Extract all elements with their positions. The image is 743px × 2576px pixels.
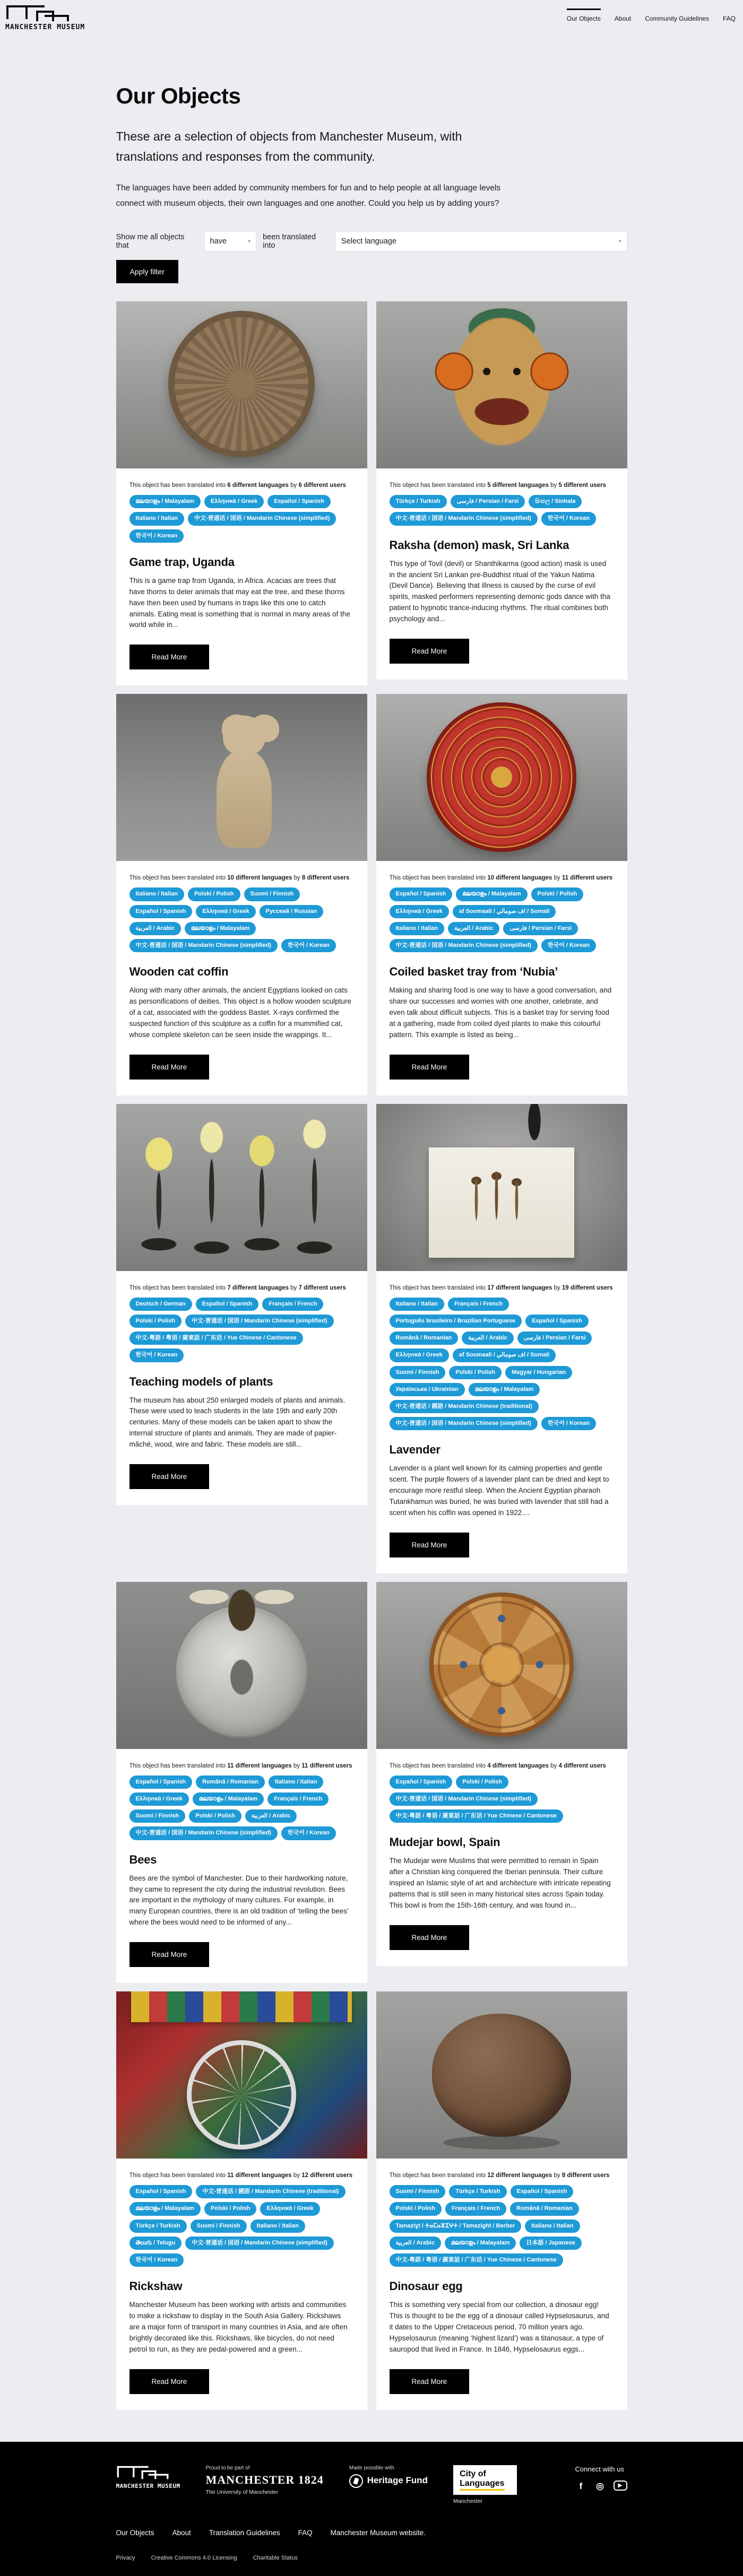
language-tag: Türkçe / Turkish: [390, 495, 447, 508]
language-tag: Polski / Polish: [204, 2202, 257, 2215]
language-tag: Español / Spanish: [267, 495, 331, 508]
read-more-button[interactable]: Read More: [390, 1055, 470, 1080]
card-image-basket-tray: [376, 694, 627, 861]
heritage-logo-text: Heritage Fund: [367, 2475, 428, 2486]
language-tag: 中文-普通话 / 国语 / Mandarin Chinese (simplified): [129, 1826, 278, 1840]
card-body: [376, 468, 627, 664]
object-description: The Mudejar were Muslims that were permitted to remain in Spain after a Christian king conquered the Iberian peninsula. Their culture inspired an Islamic style of art and architecture with intricate repeating patterns that is still seen in many historical sites across Spain today. This bowl is from the 15th-16th century, and was found in...: [389, 1857, 611, 1910]
image-decoration: [432, 2014, 571, 2137]
language-tag: 中文-普通话 / 国语 / Mandarin Chinese (simplified): [390, 1417, 538, 1430]
language-tags: [390, 495, 614, 525]
languages-count: 10 different languages: [487, 875, 552, 882]
language-tag: Español / Spanish: [129, 2185, 193, 2198]
footer-link-about[interactable]: About: [172, 2528, 191, 2537]
language-tag: Polski / Polish: [189, 1809, 241, 1823]
have-select-value: have: [210, 237, 227, 246]
object-description: This type of Tovil (devil) or Shanthikarma (good action) mask is used in the ancient Sri Lankan pre-Buddhist ritual of the Yakun Natima (Devil Dance). Believing that illness is caused by the curse of evil spirits, masked performers representing demonic gods dance with tha patient to hypnotic trance-inducing rhythms. The ritual combines both psychology and...: [389, 559, 610, 623]
language-tag: Italiano / Italian: [129, 512, 184, 525]
language-tag: Türkçe / Turkish: [449, 2185, 506, 2198]
object-description: The museum has about 250 enlarged models of plants and animals. These were used to teach students in the late 19th and early 20th centuries. Many of these models can be taken apart to show the internal structure of plants and animals. They are made of papier-mâché, wood, wire and fabric. These models are still...: [129, 1396, 345, 1449]
connect-label: Connect with us: [575, 2465, 624, 2473]
legal-link-charitable-status[interactable]: Charitable Status: [253, 2554, 298, 2561]
language-tag: Tamaziɣt / ⵜⴰⵎⴰⵣⵉⵖⵜ / Tamazight / Berber: [390, 2220, 522, 2233]
language-tag: Polski / Polish: [531, 887, 584, 901]
language-tag: Română / Romanian: [390, 1331, 459, 1345]
read-more-button[interactable]: Read More: [390, 639, 470, 664]
footer-link-faq[interactable]: FAQ: [298, 2528, 313, 2537]
language-tag: 한국어 / Korean: [129, 2253, 184, 2267]
read-more-button[interactable]: Read More: [390, 2369, 470, 2394]
users-count: 11 different users: [561, 875, 613, 882]
language-tag: af Soomaali / اف صومالي / Somali: [453, 905, 556, 918]
language-tag: Deutsch / German: [129, 1298, 192, 1311]
have-select[interactable]: [204, 231, 256, 251]
language-tag: 中文-普通话 / 国语 / Mandarin Chinese (simplified): [129, 939, 278, 952]
card-image-plant-models: [116, 1104, 367, 1271]
object-title: Rickshaw: [129, 2279, 183, 2293]
languages-count: 11 different languages: [227, 2172, 292, 2179]
image-decoration: [168, 311, 315, 457]
language-tags: [129, 1776, 354, 1840]
language-tag: Suomi / Finnish: [244, 887, 300, 901]
nav-item-community-guidelines[interactable]: Community Guidelines: [645, 15, 709, 22]
language-tag: Suomi / Finnish: [191, 2220, 247, 2233]
image-decoration: [116, 1104, 367, 1271]
language-tag: 中文-普通话 / 国语 / Mandarin Chinese (simplified): [390, 939, 538, 952]
language-tag: Polski / Polish: [129, 1315, 182, 1328]
language-tag: Română / Romanian: [196, 1776, 265, 1789]
object-title: Lavender: [389, 1443, 440, 1457]
language-tag: 中文-粤語 / 粤语 / 廣東話 / 广东话 / Yue Chinese / Cantonese: [129, 1331, 303, 1345]
language-tag: 中文-普通话 / 國語 / Mandarin Chinese (traditional): [390, 1400, 539, 1413]
language-tag: Italiano / Italian: [525, 2220, 580, 2233]
language-tag: Ελληνικά / Greek: [196, 905, 255, 918]
language-tag: Español / Spanish: [196, 1298, 259, 1311]
language-tag: Ελληνικά / Greek: [390, 1348, 449, 1362]
card-image-bees: [116, 1582, 367, 1749]
object-description: Making and sharing food is one way to have a good conversation, and share our successes and worries with one another, celebrate, and even talk about difficult subjects. This is a basket tray for serving food at a gathering, made from coiled dyed plants to make this colourful pattern. This example is listed as being...: [389, 986, 612, 1039]
object-description: Along with many other animals, the ancient Egyptians looked on cats as personifications of deities. This object is a hollow wooden sculpture of a cat, associated with the goddess Bastet. X-rays confirmed the suspected function of this sculpture as a coffin for a mummified cat, whose complete skeleton can be seen inside the wrappings. It...: [129, 986, 351, 1039]
main-content: [116, 83, 627, 2410]
object-title: Bees: [129, 1852, 157, 1866]
card-body: [116, 861, 367, 1079]
card-body: [116, 468, 367, 669]
image-decoration: [427, 702, 576, 852]
read-more-button[interactable]: Read More: [129, 1055, 210, 1080]
language-tag: Français / French: [445, 2202, 506, 2215]
read-more-button[interactable]: Read More: [129, 1464, 210, 1489]
object-title: Coiled basket tray from ‘Nubia’: [389, 965, 558, 979]
language-tag: Suomi / Finnish: [129, 1809, 186, 1823]
nav-item-faq[interactable]: FAQ: [722, 15, 736, 22]
language-tags: [390, 887, 614, 952]
museum-logo-icon: [116, 2465, 169, 2480]
filter-label-prefix: Show me all objects that: [116, 233, 185, 250]
language-tag: Polski / Polish: [449, 1366, 502, 1379]
languages-count: 17 different languages: [487, 1284, 552, 1291]
language-tag: 中文-普通话 / 國語 / Mandarin Chinese (traditional): [196, 2185, 345, 2198]
language-tag: 한국어 / Korean: [281, 1826, 336, 1840]
object-description: Bees are the symbol of Manchester. Due to their hardworking nature, they came to represent the city during the industrial revolution. Bees are important in the mythology of many cultures. For example, in many European countries, there is an old tradition of ‘telling the bees’ where the bees would need to be informed of any...: [129, 1874, 349, 1927]
language-tag: Ελληνικά / Greek: [390, 905, 449, 918]
chevron-down-icon: ▾: [618, 238, 621, 245]
footer-partners: [116, 2465, 627, 2504]
card-image-game-trap: [116, 301, 367, 468]
card-body: [376, 2159, 627, 2394]
language-tag: Română / Romanian: [510, 2202, 579, 2215]
image-decoration: [187, 2040, 296, 2149]
card-image-lavender: [376, 1104, 627, 1271]
language-tag: Ελληνικά / Greek: [260, 2202, 319, 2215]
language-tag: af Soomaali / اف صومالي / Somali: [453, 1348, 556, 1362]
languages-count: 10 different languages: [227, 875, 292, 882]
city-of-languages-box: City of Languages: [453, 2465, 517, 2495]
users-count: 8 different users: [301, 875, 350, 882]
object-description: This is a game trap from Uganda, in Africa. Acacias are trees that have thorns to deter animals that may eat the tree, and these thorns have then been used by humans in traps like this one to catch animals. Eating meat is something that is normal in many areas of the world while in...: [129, 576, 350, 629]
card-image-dinosaur-egg: [376, 1991, 627, 2159]
translation-stats: This object has been translated into 6 different languages by 6 different users: [129, 482, 346, 489]
language-tags: [129, 1298, 354, 1362]
language-select-placeholder: Select language: [341, 237, 396, 246]
card-body: [376, 1271, 627, 1557]
card-body: [116, 2159, 367, 2394]
languages-count: 11 different languages: [227, 1762, 292, 1769]
language-tag: Ελληνικά / Greek: [129, 1792, 189, 1806]
lottery-hand-icon: [349, 2474, 363, 2488]
language-tag: العربية / Arabic: [129, 922, 181, 935]
footer-museum-logo[interactable]: [116, 2465, 180, 2490]
language-tag: 中文-普通话 / 国语 / Mandarin Chinese (simplified): [188, 512, 336, 525]
language-tag: മലയാളം / Malayalam: [129, 2202, 201, 2215]
card-image-mudejar-bowl: [376, 1582, 627, 1749]
language-tag: 한국어 / Korean: [129, 529, 184, 543]
uom-logo-text: MANCHESTER 1824: [205, 2473, 324, 2486]
language-tag: Polski / Polish: [390, 2202, 442, 2215]
language-tag: العربية / Arabic: [448, 922, 499, 935]
object-card: [376, 1991, 627, 2410]
image-decoration: [376, 301, 627, 468]
object-card: [376, 1104, 627, 1573]
language-tag: Polski / Polish: [188, 887, 240, 901]
facebook-icon[interactable]: f: [579, 2481, 583, 2491]
language-tag: العربية / Arabic: [390, 2236, 441, 2250]
footer-link-translation-guidelines[interactable]: Translation Guidelines: [209, 2528, 280, 2537]
image-decoration: [443, 2136, 560, 2149]
object-title: Dinosaur egg: [389, 2279, 463, 2293]
translation-stats: This object has been translated into 4 different languages by 4 different users: [389, 1762, 606, 1769]
object-title: Raksha (demon) mask, Sri Lanka: [389, 538, 569, 552]
card-image-raksha-mask: [376, 301, 627, 468]
instagram-icon[interactable]: ◎: [596, 2481, 604, 2491]
language-tag: മലയാളം / Malayalam: [469, 1383, 540, 1396]
object-description: Manchester Museum has been working with artists and communities to make a rickshaw to display in the South Asia Gallery. Rickshaws are a major form of transport in many countries in Asia, and are often brightly decorated like this. Rickshaws, like bicycles, do not need petrol to run, as they are pedal-powered and a green...: [129, 2301, 348, 2353]
language-tag: മലയാളം / Malayalam: [185, 922, 256, 935]
language-tag: فارسی / Persian / Farsi: [503, 922, 578, 935]
language-tag: Italiano / Italian: [250, 2220, 305, 2233]
object-card: [116, 301, 367, 685]
image-decoration: [131, 1991, 352, 2022]
language-tag: Italiano / Italian: [269, 1776, 323, 1789]
users-count: 7 different users: [298, 1284, 346, 1291]
object-card: [376, 301, 627, 680]
language-tag: Magyar / Hungarian: [505, 1366, 572, 1379]
users-count: 19 different users: [561, 1284, 613, 1291]
read-more-button[interactable]: Read More: [129, 1942, 210, 1967]
intro-body: The languages have been added by community members for fun and to help people at all language levels connect with museum objects, their own languages and one another. Could you help us by adding yours?: [116, 183, 501, 208]
language-tag: العربية / Arabic: [462, 1331, 513, 1345]
language-tag: Italiano / Italian: [129, 887, 184, 901]
language-tags: [390, 2185, 614, 2267]
read-more-button[interactable]: Read More: [390, 1925, 470, 1950]
city-of-languages-logo[interactable]: [453, 2465, 517, 2504]
language-tag: മലയാളം / Malayalam: [193, 1792, 264, 1806]
languages-count: 7 different languages: [227, 1284, 289, 1291]
language-tag: Español / Spanish: [129, 905, 193, 918]
language-tag: සිංහල / Sinhala: [529, 495, 582, 508]
read-more-button[interactable]: Read More: [390, 1533, 470, 1557]
users-count: 6 different users: [298, 482, 346, 489]
language-tag: 中文-粤語 / 粤语 / 廣東話 / 广东话 / Yue Chinese / Cantonese: [390, 1809, 563, 1823]
chevron-down-icon: ▾: [248, 238, 251, 245]
language-tag: Polski / Polish: [456, 1776, 508, 1789]
language-tags: [129, 2185, 354, 2267]
image-decoration: [429, 1592, 574, 1737]
object-card: [376, 1582, 627, 1966]
language-tag: Italiano / Italian: [390, 922, 444, 935]
users-count: 5 different users: [558, 482, 606, 489]
object-card: [116, 1991, 367, 2410]
language-tags: [129, 495, 354, 543]
object-title: Teaching models of plants: [129, 1374, 273, 1388]
university-of-manchester-logo[interactable]: [206, 2465, 324, 2495]
language-tag: العربية / Arabic: [245, 1809, 297, 1823]
page-title: Our Objects: [116, 83, 241, 108]
header: [0, 0, 743, 34]
object-description: Lavender is a plant well known for its calming properties and gentle scent. The purple flowers of a lavender plant can be dried and kept to encourage more restful sleep. When the Ancient Egyptian pharaoh Tutankhamun was buried, he was buried with lavender that still had a scent when his coffin was opened in 1922....: [389, 1464, 609, 1517]
users-count: 11 different users: [301, 1762, 352, 1769]
uom-subtitle: The University of Manchester: [205, 2488, 279, 2495]
nav-item-our-objects[interactable]: Our Objects: [567, 6, 601, 22]
manchester-museum-logo[interactable]: [5, 4, 85, 31]
museum-logo-icon: [5, 4, 70, 22]
object-card: [116, 1582, 367, 1983]
language-tag: Español / Spanish: [525, 1315, 589, 1328]
footer-link-our-objects[interactable]: Our Objects: [116, 2528, 154, 2537]
translation-stats: This object has been translated into 10 different languages by 8 different users: [129, 875, 350, 882]
languages-count: 12 different languages: [487, 2172, 552, 2179]
language-tags: [129, 887, 354, 952]
language-tag: فارسی / Persian / Farsi: [517, 1331, 592, 1345]
language-tag: 中文-普通话 / 国语 / Mandarin Chinese (simplified): [390, 1792, 538, 1806]
language-tag: Français / French: [267, 1792, 329, 1806]
image-decoration: [217, 751, 272, 848]
object-title: Mudejar bowl, Spain: [389, 1835, 500, 1849]
footer: [0, 2442, 743, 2576]
object-card: [116, 694, 367, 1095]
translation-stats: This object has been translated into 17 different languages by 19 different users: [389, 1284, 613, 1291]
language-tags: [390, 1298, 614, 1431]
apply-filter-button[interactable]: Apply filter: [116, 260, 178, 283]
object-title: Wooden cat coffin: [129, 965, 229, 979]
read-more-button[interactable]: Read More: [129, 2369, 210, 2394]
language-tag: Português brasileiro / Brazilian Portuguese: [390, 1315, 522, 1328]
language-tag: 한국어 / Korean: [541, 1417, 596, 1430]
users-count: 12 different users: [301, 2172, 353, 2179]
language-tag: 中文-粤語 / 粤语 / 廣東話 / 广东话 / Yue Chinese / Cantonese: [390, 2253, 563, 2267]
object-card: [376, 694, 627, 1095]
image-decoration: [116, 1582, 367, 1749]
card-body: [376, 861, 627, 1079]
card-image-cat-coffin: [116, 694, 367, 861]
city-subtitle: Manchester: [453, 2497, 482, 2504]
language-tag: Français / French: [262, 1298, 323, 1311]
language-tag: Español / Spanish: [129, 1776, 193, 1789]
language-tag: 한국어 / Korean: [541, 512, 596, 525]
social-icons: [575, 2481, 627, 2492]
card-image-rickshaw: [116, 1991, 367, 2159]
translation-stats: This object has been translated into 10 different languages by 11 different users: [389, 875, 613, 882]
language-tag: 한국어 / Korean: [129, 1348, 184, 1362]
users-count: 8 different users: [561, 2172, 610, 2179]
languages-count: 5 different languages: [487, 482, 549, 489]
object-title: Game trap, Uganda: [129, 555, 235, 569]
museum-logo-text: MANCHESTER MUSEUM: [116, 2482, 180, 2490]
nav-item-about[interactable]: About: [614, 15, 632, 22]
connect-block: [575, 2465, 627, 2492]
language-tag: Suomi / Finnish: [390, 2185, 446, 2198]
language-tag: 中文-普通话 / 国语 / Mandarin Chinese (simplified): [185, 2236, 333, 2250]
language-tag: 한국어 / Korean: [281, 939, 336, 952]
language-tag: Italiano / Italian: [390, 1298, 444, 1311]
header-nav: [567, 6, 736, 22]
filter-bar: [116, 231, 627, 251]
language-tag: 中文-普通话 / 国语 / Mandarin Chinese (simplified): [185, 1315, 333, 1328]
image-decoration: [223, 716, 265, 756]
heritage-intro: Made possible with: [349, 2465, 394, 2471]
card-body: [376, 1749, 627, 1950]
language-tag: Ελληνικά / Greek: [204, 495, 264, 508]
museum-logo-text: MANCHESTER MUSEUM: [5, 23, 85, 31]
language-tag: Türkçe / Turkish: [129, 2220, 187, 2233]
translation-stats: This object has been translated into 11 different languages by 12 different users: [129, 2172, 353, 2179]
translation-stats: This object has been translated into 11 different languages by 11 different users: [129, 1762, 352, 1769]
language-tags: [390, 1776, 614, 1823]
language-tag: Español / Spanish: [390, 887, 453, 901]
intro-lead: These are a selection of objects from Manchester Museum, with translations and responses from the community.: [116, 129, 462, 163]
cards-grid: [116, 301, 627, 2410]
youtube-icon[interactable]: ▶: [614, 2481, 627, 2491]
partner-intro: Proud to be part of: [205, 2465, 250, 2471]
legal-link-creative-commons-4-0-licensing[interactable]: Creative Commons 4.0 Licensing: [151, 2554, 237, 2561]
translation-stats: This object has been translated into 5 different languages by 5 different users: [389, 482, 606, 489]
language-tag: മലയാളം / Malayalam: [129, 495, 201, 508]
language-tag: 中文-普通话 / 国语 / Mandarin Chinese (simplified): [390, 512, 538, 525]
languages-count: 4 different languages: [487, 1762, 549, 1769]
image-decoration: [451, 1161, 551, 1238]
language-tag: فارسی / Persian / Farsi: [451, 495, 525, 508]
object-description: This is something very special from our collection, a dinosaur egg! This is thought to be the egg of a dinosaur called Hypselosaurus, and it dates to the Upper Cretaceous period, 70 million years ago. Hypselosaurus (meaning ‘highest lizard’) was a titanosaur, a type of sauropod that lived in France. In 1846, Hypselosaurus eggs...: [389, 2301, 609, 2353]
legal-link-privacy[interactable]: Privacy: [116, 2554, 135, 2561]
footer-link-manchester-museum-website[interactable]: Manchester Museum website.: [330, 2528, 426, 2537]
language-tag: Español / Spanish: [511, 2185, 574, 2198]
languages-count: 6 different languages: [227, 482, 289, 489]
card-body: [116, 1749, 367, 1967]
language-tag: Suomi / Finnish: [390, 1366, 446, 1379]
read-more-button[interactable]: Read More: [129, 645, 210, 669]
language-select[interactable]: [335, 231, 627, 251]
language-tag: Українська / Ukrainian: [390, 1383, 465, 1396]
language-tag: Français / French: [448, 1298, 509, 1311]
filter-label-middle: been translated into: [263, 233, 316, 250]
footer-legal: [116, 2555, 627, 2561]
language-tag: 日本語 / Japanese: [520, 2236, 581, 2250]
card-body: [116, 1271, 367, 1489]
users-count: 4 different users: [558, 1762, 606, 1769]
language-tag: తెలుగు / Telugu: [129, 2236, 182, 2250]
language-tag: 한국어 / Korean: [541, 939, 596, 952]
language-tag: Русский / Russian: [260, 905, 323, 918]
language-tag: മലയാളം / Malayalam: [445, 2236, 516, 2250]
translation-stats: This object has been translated into 7 different languages by 7 different users: [129, 1284, 346, 1291]
translation-stats: This object has been translated into 12 different languages by 8 different users: [389, 2172, 610, 2179]
heritage-fund-logo[interactable]: [349, 2465, 428, 2488]
footer-links: [116, 2529, 627, 2537]
language-tag: Español / Spanish: [390, 1776, 453, 1789]
object-card: [116, 1104, 367, 1505]
language-tag: മലയാളം / Malayalam: [456, 887, 527, 901]
